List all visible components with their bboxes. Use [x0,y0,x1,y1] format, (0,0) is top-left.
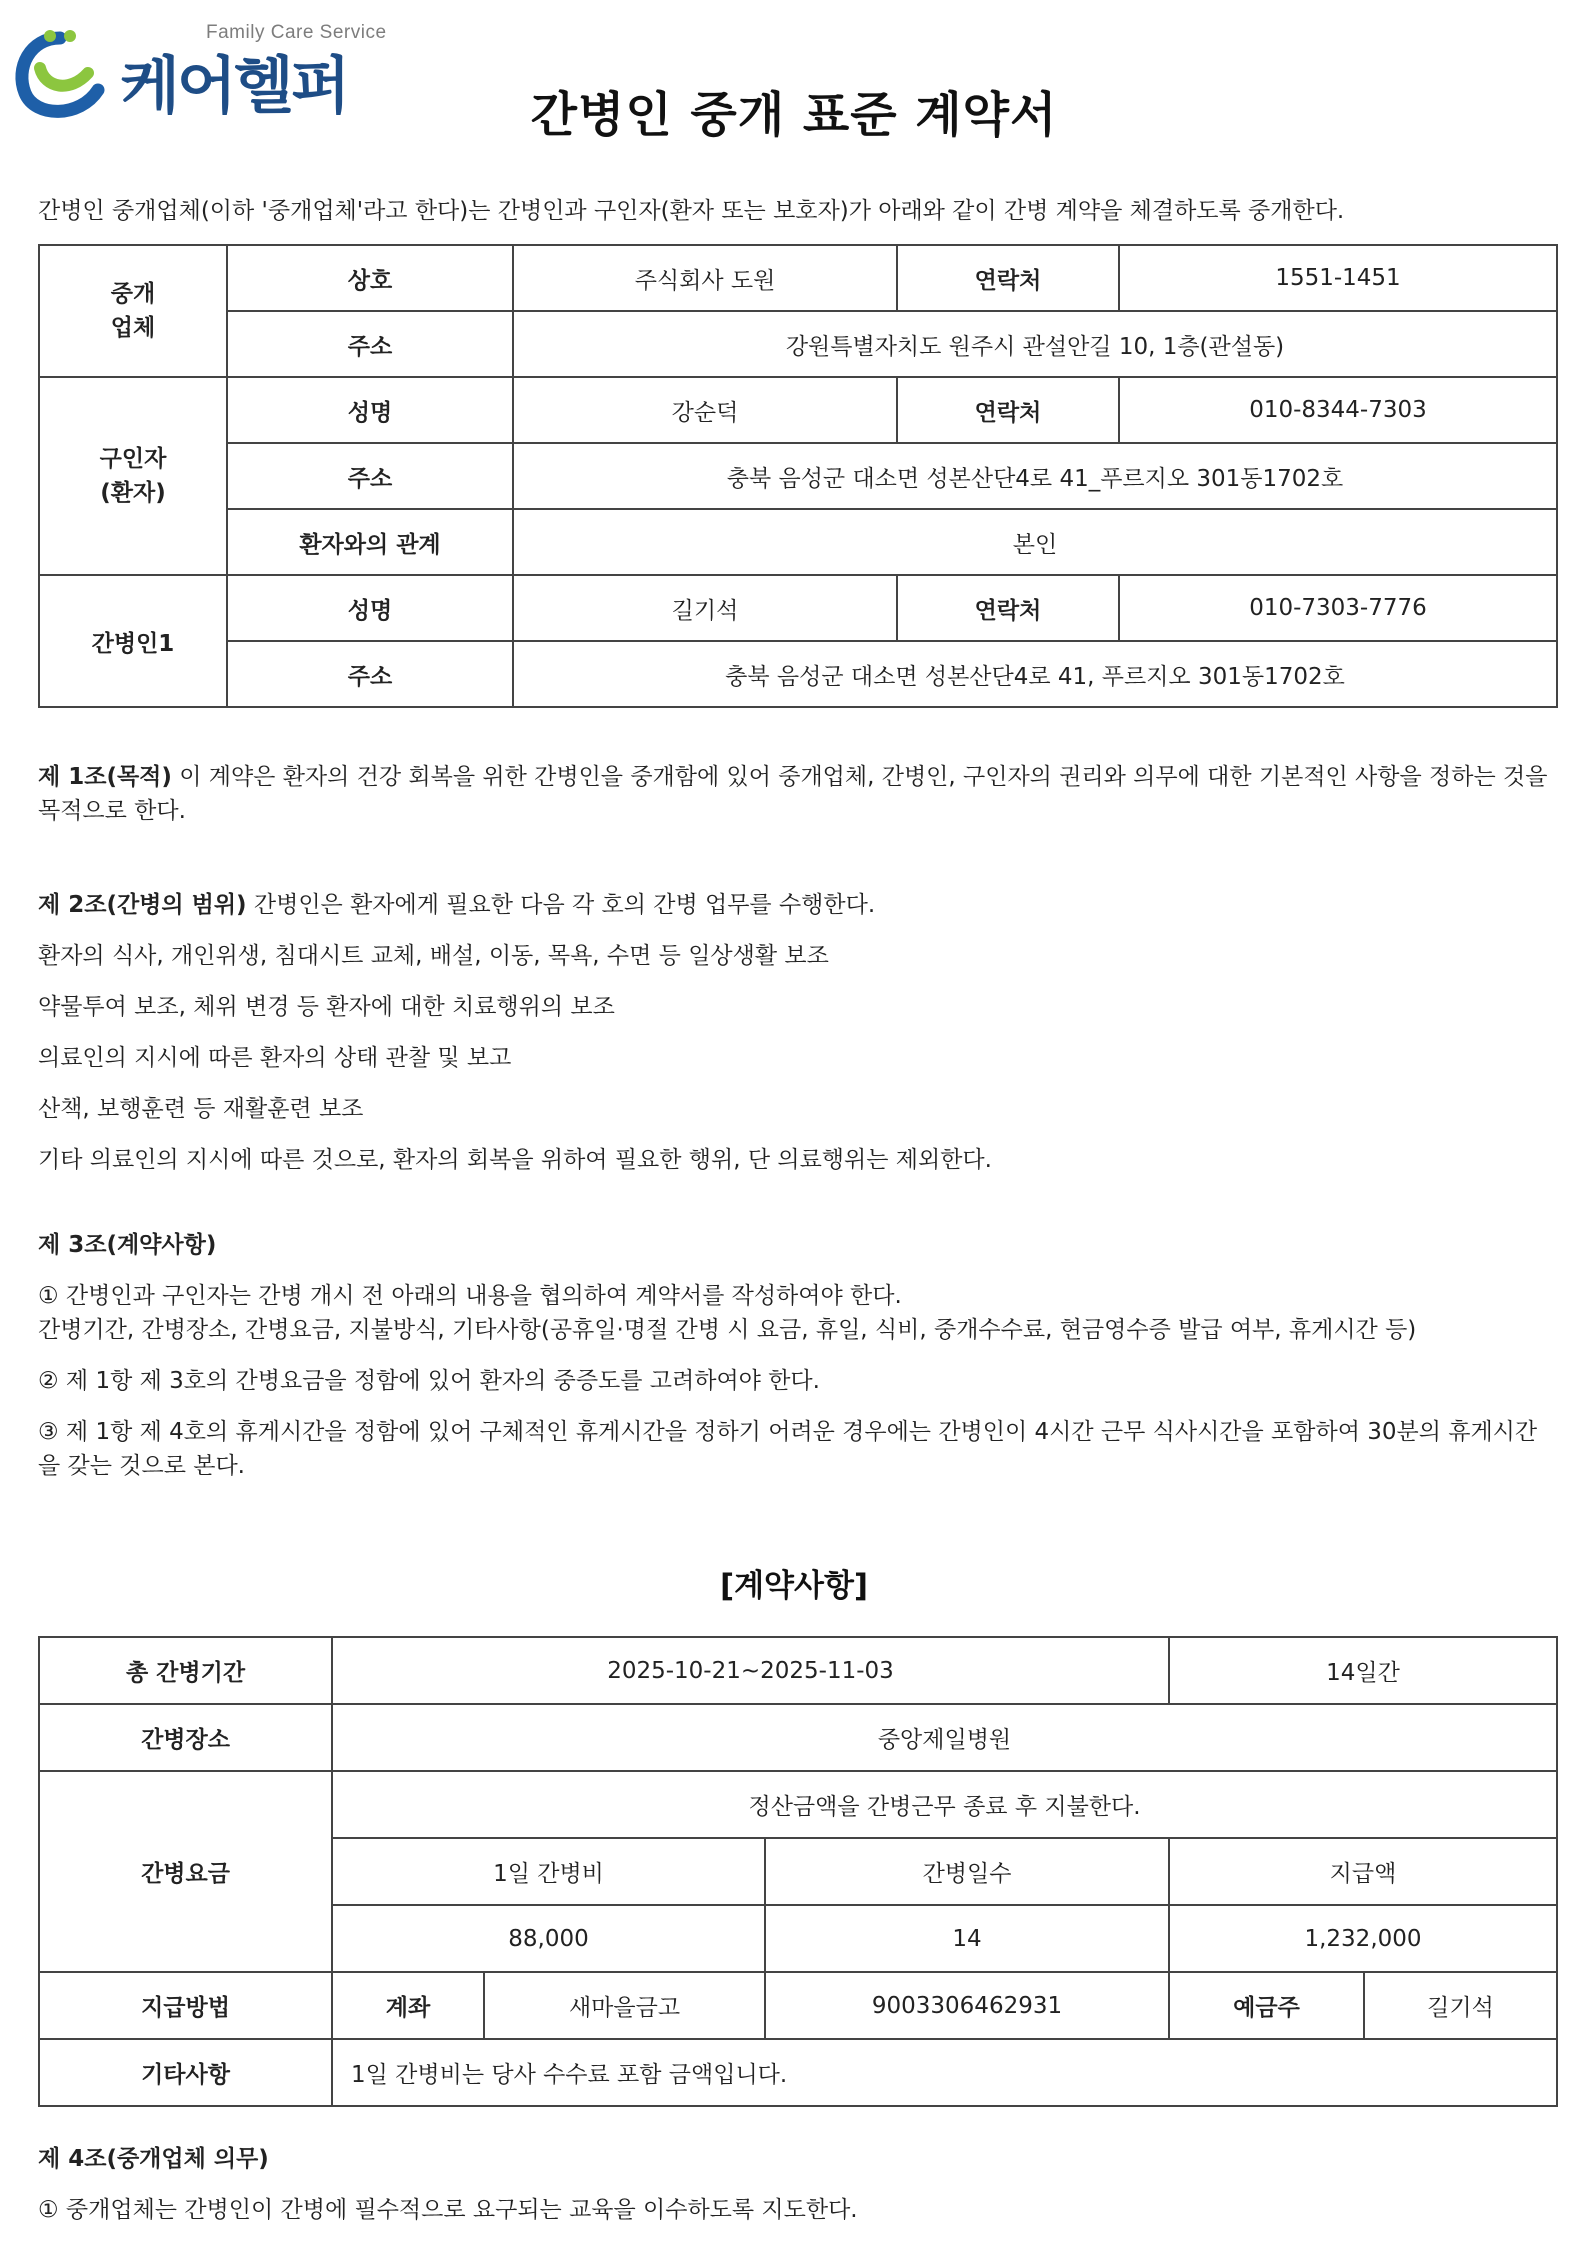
client-address: 충북 음성군 대소면 성본산단4로 41_푸르지오 301동1702호 [513,443,1557,509]
agency-address: 강원특별자치도 원주시 관설안길 10, 1층(관설동) [513,311,1557,377]
logo-wordmark: 케어헬퍼 [120,49,348,122]
care-days-value: 14 [765,1905,1169,1972]
agency-contact-label: 연락처 [897,245,1119,311]
client-relation: 본인 [513,509,1557,575]
article-1 [38,760,1556,828]
article-2-item: 산책, 보행훈련 등 재활훈련 보조 [38,1096,364,1122]
payment-method-label: 지급방법 [39,1972,332,2039]
period-value: 2025-10-21~2025-11-03 [332,1637,1169,1704]
etc-label: 기타사항 [39,2039,332,2106]
article-3 [38,1228,1556,1483]
fee-note: 정산금액을 간병근무 종료 후 지불한다. [332,1771,1557,1838]
place-value: 중앙제일병원 [332,1704,1557,1771]
care-days-label: 간병일수 [765,1838,1169,1905]
article-2-item: 약물투여 보조, 체위 변경 등 환자에 대한 치료행위의 보조 [38,994,615,1020]
account-label: 계좌 [332,1972,484,2039]
article-4 [38,2142,1556,2227]
article-4-paragraph-1: ① 중개업체는 간병인이 간병에 필수적으로 요구되는 교육을 이수하도록 지도한다. [38,2197,858,2223]
daily-fee-value: 88,000 [332,1905,765,1972]
account-holder-label: 예금주 [1169,1972,1364,2039]
agency-name-label: 상호 [227,245,513,311]
article-2-item: 의료인의 지시에 따른 환자의 상태 관찰 및 보고 [38,1045,512,1071]
article-2-text: 간병인은 환자에게 필요한 다음 각 호의 간병 업무를 수행한다. [246,892,876,918]
article-4-heading: 제 4조(중개업체 의무) [38,2146,269,2172]
daily-fee-label: 1일 간병비 [332,1838,765,1905]
agency-contact: 1551-1451 [1119,245,1557,311]
article-3-paragraph-2: ② 제 1항 제 3호의 간병요금을 정함에 있어 환자의 중증도를 고려하여야 한다. [38,1368,820,1394]
payment-amount-value: 1,232,000 [1169,1905,1557,1972]
client-contact: 010-8344-7303 [1119,377,1557,443]
parties-table [38,244,1558,708]
logo-tagline: Family Care Service [206,22,387,43]
article-1-heading: 제 1조(목적) [38,764,172,790]
fee-label: 간병요금 [39,1771,332,1972]
contract-terms-table [38,1636,1558,2107]
article-3-paragraph-1-detail: 간병기간, 간병장소, 간병요금, 지불방식, 기타사항(공휴일·명절 간병 시 요금, 휴일, 식비, 중개수수료, 현금영수증 발급 여부, 휴게시간 등) [38,1317,1417,1343]
client-address-label: 주소 [227,443,513,509]
payment-amount-label: 지급액 [1169,1838,1557,1905]
article-3-heading: 제 3조(계약사항) [38,1232,217,1258]
caregiver-name-label: 성명 [227,575,513,641]
article-3-paragraph-1: ① 간병인과 구인자는 간병 개시 전 아래의 내용을 협의하여 계약서를 작성하여야 한다. [38,1283,902,1309]
bank-name: 새마을금고 [484,1972,765,2039]
caregiver-contact-label: 연락처 [897,575,1119,641]
client-name-label: 성명 [227,377,513,443]
period-days: 14일간 [1169,1637,1557,1704]
article-2-item: 기타 의료인의 지시에 따른 것으로, 환자의 회복을 위하여 필요한 행위, 단 의료행위는 제외한다. [38,1147,992,1173]
article-3-paragraph-3: ③ 제 1항 제 4호의 휴게시간을 정함에 있어 구체적인 휴게시간을 정하기 어려운 경우에는 간병인이 4시간 근무 식사시간을 포함하여 30분의 휴게시간을 갖는 것으로 본다. [38,1419,1538,1479]
agency-address-label: 주소 [227,311,513,377]
article-2-item: 환자의 식사, 개인위생, 침대시트 교체, 배설, 이동, 목욕, 수면 등 일상생활 보조 [38,943,829,969]
caregiver-name: 길기석 [513,575,897,641]
caregiver-section-label: 간병인1 [39,575,227,707]
period-label: 총 간병기간 [39,1637,332,1704]
article-2-heading: 제 2조(간병의 범위) [38,892,247,918]
place-label: 간병장소 [39,1704,332,1771]
caregiver-address: 충북 음성군 대소면 성본산단4로 41, 푸르지오 301동1702호 [513,641,1557,707]
article-2 [38,888,1556,1177]
agency-name: 주식회사 도원 [513,245,897,311]
account-number: 9003306462931 [765,1972,1169,2039]
client-section-label: 구인자 (환자) [39,377,227,575]
caregiver-address-label: 주소 [227,641,513,707]
article-1-text: 이 계약은 환자의 건강 회복을 위한 간병인을 중개함에 있어 중개업체, 간병인, 구인자의 권리와 의무에 대한 기본적인 사항을 정하는 것을 목적으로 한다. [38,764,1548,824]
client-name: 강순덕 [513,377,897,443]
agency-section-label: 중개 업체 [39,245,227,377]
intro-text: 간병인 중개업체(이하 '중개업체'라고 한다)는 간병인과 구인자(환자 또는 보호자)가 아래와 같이 간병 계약을 체결하도록 중개한다. [38,198,1345,224]
client-contact-label: 연락처 [897,377,1119,443]
etc-value: 1일 간병비는 당사 수수료 포함 금액입니다. [332,2039,1557,2106]
contract-terms-heading: [계약사항] [719,1568,869,1604]
account-holder: 길기석 [1364,1972,1557,2039]
client-relation-label: 환자와의 관계 [227,509,513,575]
document-title: 간병인 중개 표준 계약서 [530,87,1058,143]
caregiver-contact: 010-7303-7776 [1119,575,1557,641]
